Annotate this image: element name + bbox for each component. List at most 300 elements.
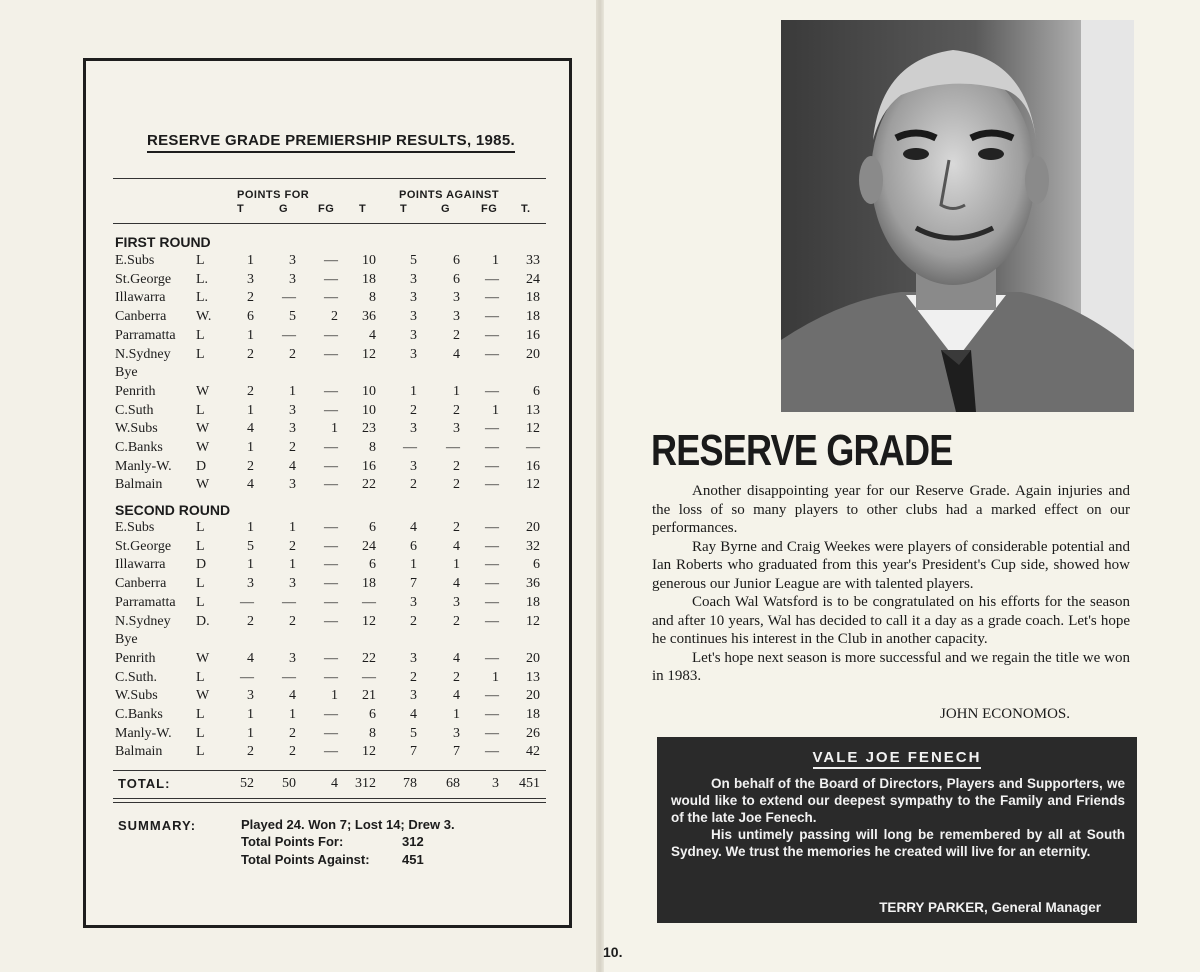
summary-for-label: Total Points For: [241,834,344,849]
cell-team-name: C.Suth [115,402,154,418]
cell-for-total: 6 [369,557,376,573]
cell-for-tries: 6 [247,309,254,325]
total-bottom-rule-2 [113,802,546,803]
cell-against-goals: 4 [453,650,460,666]
cell-against-field-goals: — [485,421,499,437]
cell-for-goals: 2 [289,346,296,362]
cell-against-goals: 2 [453,613,460,629]
table-row [0,459,600,478]
cell-for-tries: 3 [247,271,254,287]
cell-against-tries: 3 [410,271,417,287]
cell-against-total: 18 [526,594,540,610]
cell-for-tries: 1 [247,327,254,343]
cell-result: L [196,725,205,741]
cell-against-goals: 2 [453,477,460,493]
cell-for-total: 18 [362,576,376,592]
article-paragraph: Coach Wal Watsford is to be congratulated on his efforts for the season and after 10 years, Wal has decided to call it a day as a grade coach. Let's hope he continues his interest in the Club in another capacity. [652,594,1130,647]
cell-against-total: 42 [526,744,540,760]
cell-against-goals: 4 [453,346,460,362]
cell-against-total: — [526,440,540,455]
cell-for-field-goals: — [324,557,338,573]
cell-result: L [196,594,205,610]
summary-for-value: 312 [402,834,424,849]
cell-result: L [196,520,205,535]
cell-against-tries: 5 [410,253,417,268]
cell-for-goals: 2 [289,538,296,554]
table-header-rule [113,223,546,224]
cell-for-tries: 3 [247,688,254,704]
cell-against-field-goals: — [485,688,499,704]
total-row [0,776,600,796]
cell-against-total: 12 [526,477,540,493]
article-author: JOHN ECONOMOS. [940,706,1071,722]
cell-for-field-goals: — [324,458,338,474]
cell-for-total: 12 [362,744,376,760]
cell-against-total: 20 [526,650,540,666]
cell-for-goals: 2 [289,744,296,760]
points-against-header: POINTS AGAINST [399,189,500,201]
cell-against-total: 16 [526,327,540,343]
cell-for-field-goals: — [324,650,338,666]
cell-against-field-goals: — [485,650,499,666]
vale-notice-box [657,737,1137,923]
results-title: RESERVE GRADE PREMIERSHIP RESULTS, 1985. [147,132,515,153]
cell-against-field-goals: — [485,346,499,362]
cell-against-total: 12 [526,613,540,629]
cell-for-total: 21 [362,688,376,704]
total-for-field-goals: 4 [331,776,338,791]
cell-for-field-goals: — [324,346,338,362]
cell-team-name: Canberra [115,576,167,592]
cell-for-tries: 4 [247,421,254,437]
cell-for-goals: 3 [289,402,296,418]
cell-against-goals: 3 [453,725,460,741]
cell-for-goals: 3 [289,576,296,592]
cell-for-field-goals: — [324,744,338,760]
cell-team-name: E.Subs [115,253,155,268]
cell-against-field-goals: 1 [492,402,499,418]
cell-for-goals: — [282,669,296,685]
cell-against-total: 33 [526,253,540,268]
article-paragraph: Another disappointing year for our Reserve Grade. Again injuries and the loss of so many players to other clubs had a marked effect on our performances. [652,483,1130,536]
table-row [0,440,600,459]
cell-against-field-goals: — [485,538,499,554]
cell-for-total: 36 [362,309,376,325]
cell-result: L [196,402,205,418]
cell-result: D. [196,613,210,629]
cell-for-field-goals: — [324,253,338,268]
cell-team-name: Parramatta [115,594,176,610]
cell-for-total: 12 [362,346,376,362]
cell-against-tries: 1 [410,557,417,573]
vale-sign-role: , General Manager [983,900,1101,915]
cell-against-goals: 1 [453,707,460,722]
cell-against-field-goals: — [485,477,499,493]
cell-against-goals: 2 [453,327,460,343]
cell-for-tries: 1 [247,520,254,535]
cell-team-name: N.Sydney [115,346,171,362]
cell-against-goals: 2 [453,669,460,685]
cell-against-total: 13 [526,669,540,685]
cell-against-field-goals: — [485,613,499,629]
col-against-goals: G [441,203,451,215]
cell-result: L. [196,271,209,287]
cell-against-total: 20 [526,520,540,535]
cell-against-goals: 2 [453,520,460,535]
cell-for-field-goals: — [324,271,338,287]
cell-team-name: St.George [115,271,172,287]
cell-result: L [196,669,205,685]
table-row [0,632,600,651]
cell-for-goals: 2 [289,725,296,741]
cell-against-tries: 5 [410,725,417,741]
cell-for-goals: 2 [289,613,296,629]
cell-for-field-goals: — [324,707,338,722]
total-bottom-rule-1 [113,798,546,799]
cell-against-total: 6 [533,557,540,573]
table-row [0,576,600,595]
cell-against-tries: 2 [410,402,417,418]
table-row [0,403,600,422]
table-row [0,539,600,558]
cell-team-name: Parramatta [115,327,176,343]
cell-team-name: Balmain [115,744,163,760]
cell-team-name: Penrith [115,383,156,399]
cell-team-name: N.Sydney [115,613,171,629]
cell-for-field-goals: — [324,290,338,306]
cell-for-goals: 3 [289,477,296,493]
cell-against-tries: 7 [410,744,417,760]
cell-against-field-goals: — [485,725,499,741]
cell-for-goals: 1 [289,707,296,722]
vale-signature [879,900,1101,915]
cell-for-total: 10 [362,253,376,268]
cell-for-tries: 4 [247,650,254,666]
cell-for-tries: 1 [247,557,254,573]
portrait-illustration [781,20,1134,412]
cell-against-goals: 3 [453,290,460,306]
cell-against-goals: 2 [453,458,460,474]
cell-team-name: E.Subs [115,520,155,535]
total-for-goals: 50 [282,776,296,791]
cell-against-total: 12 [526,421,540,437]
cell-result: L. [196,290,209,306]
summary-record: Played 24. Won 7; Lost 14; Drew 3. [241,817,455,832]
col-for-tries: T [237,203,245,215]
cell-for-tries: 2 [247,290,254,306]
cell-for-goals: 3 [289,421,296,437]
cell-result: W [196,421,210,437]
cell-for-field-goals: — [324,440,338,455]
cell-for-goals: — [282,327,296,343]
cell-for-total: 8 [369,290,376,306]
cell-for-tries: 2 [247,383,254,399]
vale-title: VALE JOE FENECH [813,749,982,769]
cell-against-goals: 3 [453,594,460,610]
cell-for-total: 18 [362,271,376,287]
col-for-goals: G [279,203,289,215]
cell-against-tries: 6 [410,538,417,554]
table-row [0,670,600,689]
summary-against-label: Total Points Against: [241,852,370,867]
cell-for-total: 10 [362,402,376,418]
cell-against-total: 24 [526,271,540,287]
vale-paragraph: On behalf of the Board of Directors, Players and Supporters, we would like to extend our deepest sympathy to the Family and Friends of the late Joe Fenech. [671,776,1125,825]
cell-for-total: 8 [369,440,376,455]
table-row [0,253,600,272]
cell-team-name: W.Subs [115,688,158,704]
cell-for-field-goals: — [324,383,338,399]
total-against-tries: 78 [403,776,417,791]
table-row [0,347,600,366]
cell-against-tries: 2 [410,613,417,629]
article-title: RESERVE GRADE [651,426,953,475]
cell-result: L [196,576,205,592]
cell-against-goals: 4 [453,688,460,704]
cell-against-field-goals: — [485,327,499,343]
cell-for-tries: 2 [247,613,254,629]
cell-result: L [196,744,205,760]
cell-against-total: 32 [526,538,540,554]
cell-against-field-goals: — [485,458,499,474]
cell-against-field-goals: 1 [492,669,499,685]
cell-against-goals: 2 [453,402,460,418]
cell-against-tries: 4 [410,520,417,535]
table-top-rule [113,178,546,179]
cell-for-tries: 2 [247,744,254,760]
cell-against-goals: 4 [453,538,460,554]
cell-against-total: 13 [526,402,540,418]
col-for-field-goals: FG [318,203,335,215]
cell-team-name: C.Banks [115,440,163,455]
cell-against-tries: 7 [410,576,417,592]
col-against-tries: T [400,203,408,215]
cell-against-tries: 3 [410,309,417,325]
cell-for-goals: 5 [289,309,296,325]
table-row [0,651,600,670]
table-row [0,707,600,726]
cell-team-name: W.Subs [115,421,158,437]
cell-against-field-goals: — [485,744,499,760]
cell-for-tries: 3 [247,576,254,592]
cell-against-field-goals: — [485,707,499,722]
table-row [0,744,600,763]
cell-against-goals: 1 [453,557,460,573]
cell-against-goals: 3 [453,421,460,437]
cell-for-field-goals: — [324,538,338,554]
cell-against-field-goals: — [485,271,499,287]
cell-for-goals: 3 [289,271,296,287]
cell-against-total: 26 [526,725,540,741]
cell-against-goals: 3 [453,309,460,325]
cell-against-field-goals: — [485,440,499,455]
cell-for-total: 4 [369,327,376,343]
total-against-points: 451 [519,776,540,791]
summary-against-value: 451 [402,852,424,867]
total-against-field-goals: 3 [492,776,499,791]
cell-team-name: Manly-W. [115,725,172,741]
cell-for-total: — [362,594,376,610]
article-paragraph: Let's hope next season is more successful and we regain the title we won in 1983. [652,649,1130,684]
col-against-total: T. [521,203,531,215]
cell-against-total: 18 [526,290,540,306]
table-row [0,272,600,291]
table-row [0,328,600,347]
points-for-header: POINTS FOR [237,189,310,201]
table-row [0,557,600,576]
cell-team-name: Bye [115,365,138,381]
cell-for-total: 16 [362,458,376,474]
table-row [0,688,600,707]
cell-for-total: — [362,669,376,685]
cell-against-field-goals: — [485,383,499,399]
cell-for-total: 23 [362,421,376,437]
table-row [0,309,600,328]
cell-for-tries: 2 [247,346,254,362]
cell-against-goals: 7 [453,744,460,760]
cell-team-name: Illawarra [115,290,166,306]
cell-result: W [196,440,210,455]
cell-for-total: 12 [362,613,376,629]
total-label: TOTAL: [118,776,171,791]
cell-for-goals: 1 [289,520,296,535]
cell-against-total: 18 [526,309,540,325]
cell-for-tries: 5 [247,538,254,554]
cell-against-goals: 6 [453,271,460,287]
portrait-photo [781,20,1134,412]
cell-against-tries: 3 [410,346,417,362]
cell-for-total: 22 [362,650,376,666]
cell-for-goals: — [282,290,296,306]
cell-for-field-goals: — [324,576,338,592]
cell-for-tries: 1 [247,725,254,741]
cell-for-tries: 1 [247,707,254,722]
cell-against-goals: — [446,440,460,455]
table-row [0,477,600,496]
cell-against-field-goals: — [485,576,499,592]
cell-against-tries: 1 [410,383,417,399]
cell-for-goals: 4 [289,688,296,704]
cell-against-goals: 4 [453,576,460,592]
cell-for-goals: 4 [289,458,296,474]
cell-against-field-goals: — [485,594,499,610]
cell-result: L [196,538,205,554]
cell-team-name: Bye [115,632,138,648]
cell-against-tries: 3 [410,327,417,343]
cell-team-name: Illawarra [115,557,166,573]
cell-for-total: 6 [369,520,376,535]
vale-sign-name: TERRY PARKER [879,900,984,915]
cell-against-tries: 3 [410,594,417,610]
cell-for-tries: 1 [247,440,254,455]
total-top-rule [113,770,546,771]
cell-against-total: 20 [526,346,540,362]
cell-for-goals: 1 [289,557,296,573]
cell-for-total: 6 [369,707,376,722]
cell-for-field-goals: — [324,402,338,418]
table-row [0,384,600,403]
cell-against-field-goals: — [485,557,499,573]
cell-against-field-goals: — [485,520,499,535]
cell-against-tries: 3 [410,421,417,437]
article-body [652,482,1130,686]
cell-for-field-goals: 1 [331,421,338,437]
total-for-tries: 52 [240,776,254,791]
cell-result: W [196,650,210,666]
cell-for-field-goals: — [324,669,338,685]
cell-against-goals: 6 [453,253,460,268]
cell-for-tries: 1 [247,253,254,268]
table-row [0,365,600,384]
cell-for-field-goals: — [324,594,338,610]
cell-for-tries: 4 [247,477,254,493]
cell-team-name: C.Banks [115,707,163,722]
total-against-goals: 68 [446,776,460,791]
cell-team-name: C.Suth. [115,669,158,685]
cell-against-total: 18 [526,707,540,722]
cell-for-total: 22 [362,477,376,493]
cell-for-tries: 2 [247,458,254,474]
cell-for-field-goals: — [324,520,338,535]
total-for-points: 312 [355,776,376,791]
cell-against-total: 36 [526,576,540,592]
cell-against-field-goals: — [485,290,499,306]
cell-result: W [196,383,210,399]
cell-against-total: 20 [526,688,540,704]
cell-for-goals: 3 [289,650,296,666]
cell-for-field-goals: — [324,327,338,343]
first-round-label: FIRST ROUND [115,234,211,250]
table-row [0,421,600,440]
cell-team-name: St.George [115,538,172,554]
cell-result: W [196,688,210,704]
cell-result: L [196,707,205,722]
col-against-field-goals: FG [481,203,498,215]
cell-against-tries: 3 [410,458,417,474]
cell-for-goals: — [282,594,296,610]
cell-against-goals: 1 [453,383,460,399]
cell-against-tries: 2 [410,477,417,493]
cell-for-field-goals: — [324,613,338,629]
cell-for-field-goals: 1 [331,688,338,704]
article-paragraph: Ray Byrne and Craig Weekes were players of considerable potential and Ian Roberts who graduated from this year's President's Cup side, showed how generous our Junior League are with talented players. [652,538,1130,592]
cell-for-total: 10 [362,383,376,399]
vale-title-wrap [657,749,1137,766]
cell-for-field-goals: 2 [331,309,338,325]
cell-against-field-goals: 1 [492,253,499,268]
page-number: 10. [603,944,623,960]
cell-against-total: 16 [526,458,540,474]
cell-result: L [196,327,205,343]
cell-team-name: Penrith [115,650,156,666]
cell-team-name: Manly-W. [115,458,172,474]
cell-team-name: Balmain [115,477,163,493]
cell-team-name: Canberra [115,309,167,325]
cell-against-tries: 2 [410,669,417,685]
cell-against-tries: 4 [410,707,417,722]
table-row [0,614,600,633]
cell-result: W. [196,309,212,325]
cell-for-tries: — [240,669,254,685]
cell-against-tries: 3 [410,290,417,306]
cell-for-total: 24 [362,538,376,554]
cell-for-tries: — [240,594,254,610]
cell-for-goals: 2 [289,440,296,455]
table-row [0,520,600,539]
cell-for-field-goals: — [324,477,338,493]
cell-result: L [196,346,205,362]
col-for-total: T [359,203,367,215]
